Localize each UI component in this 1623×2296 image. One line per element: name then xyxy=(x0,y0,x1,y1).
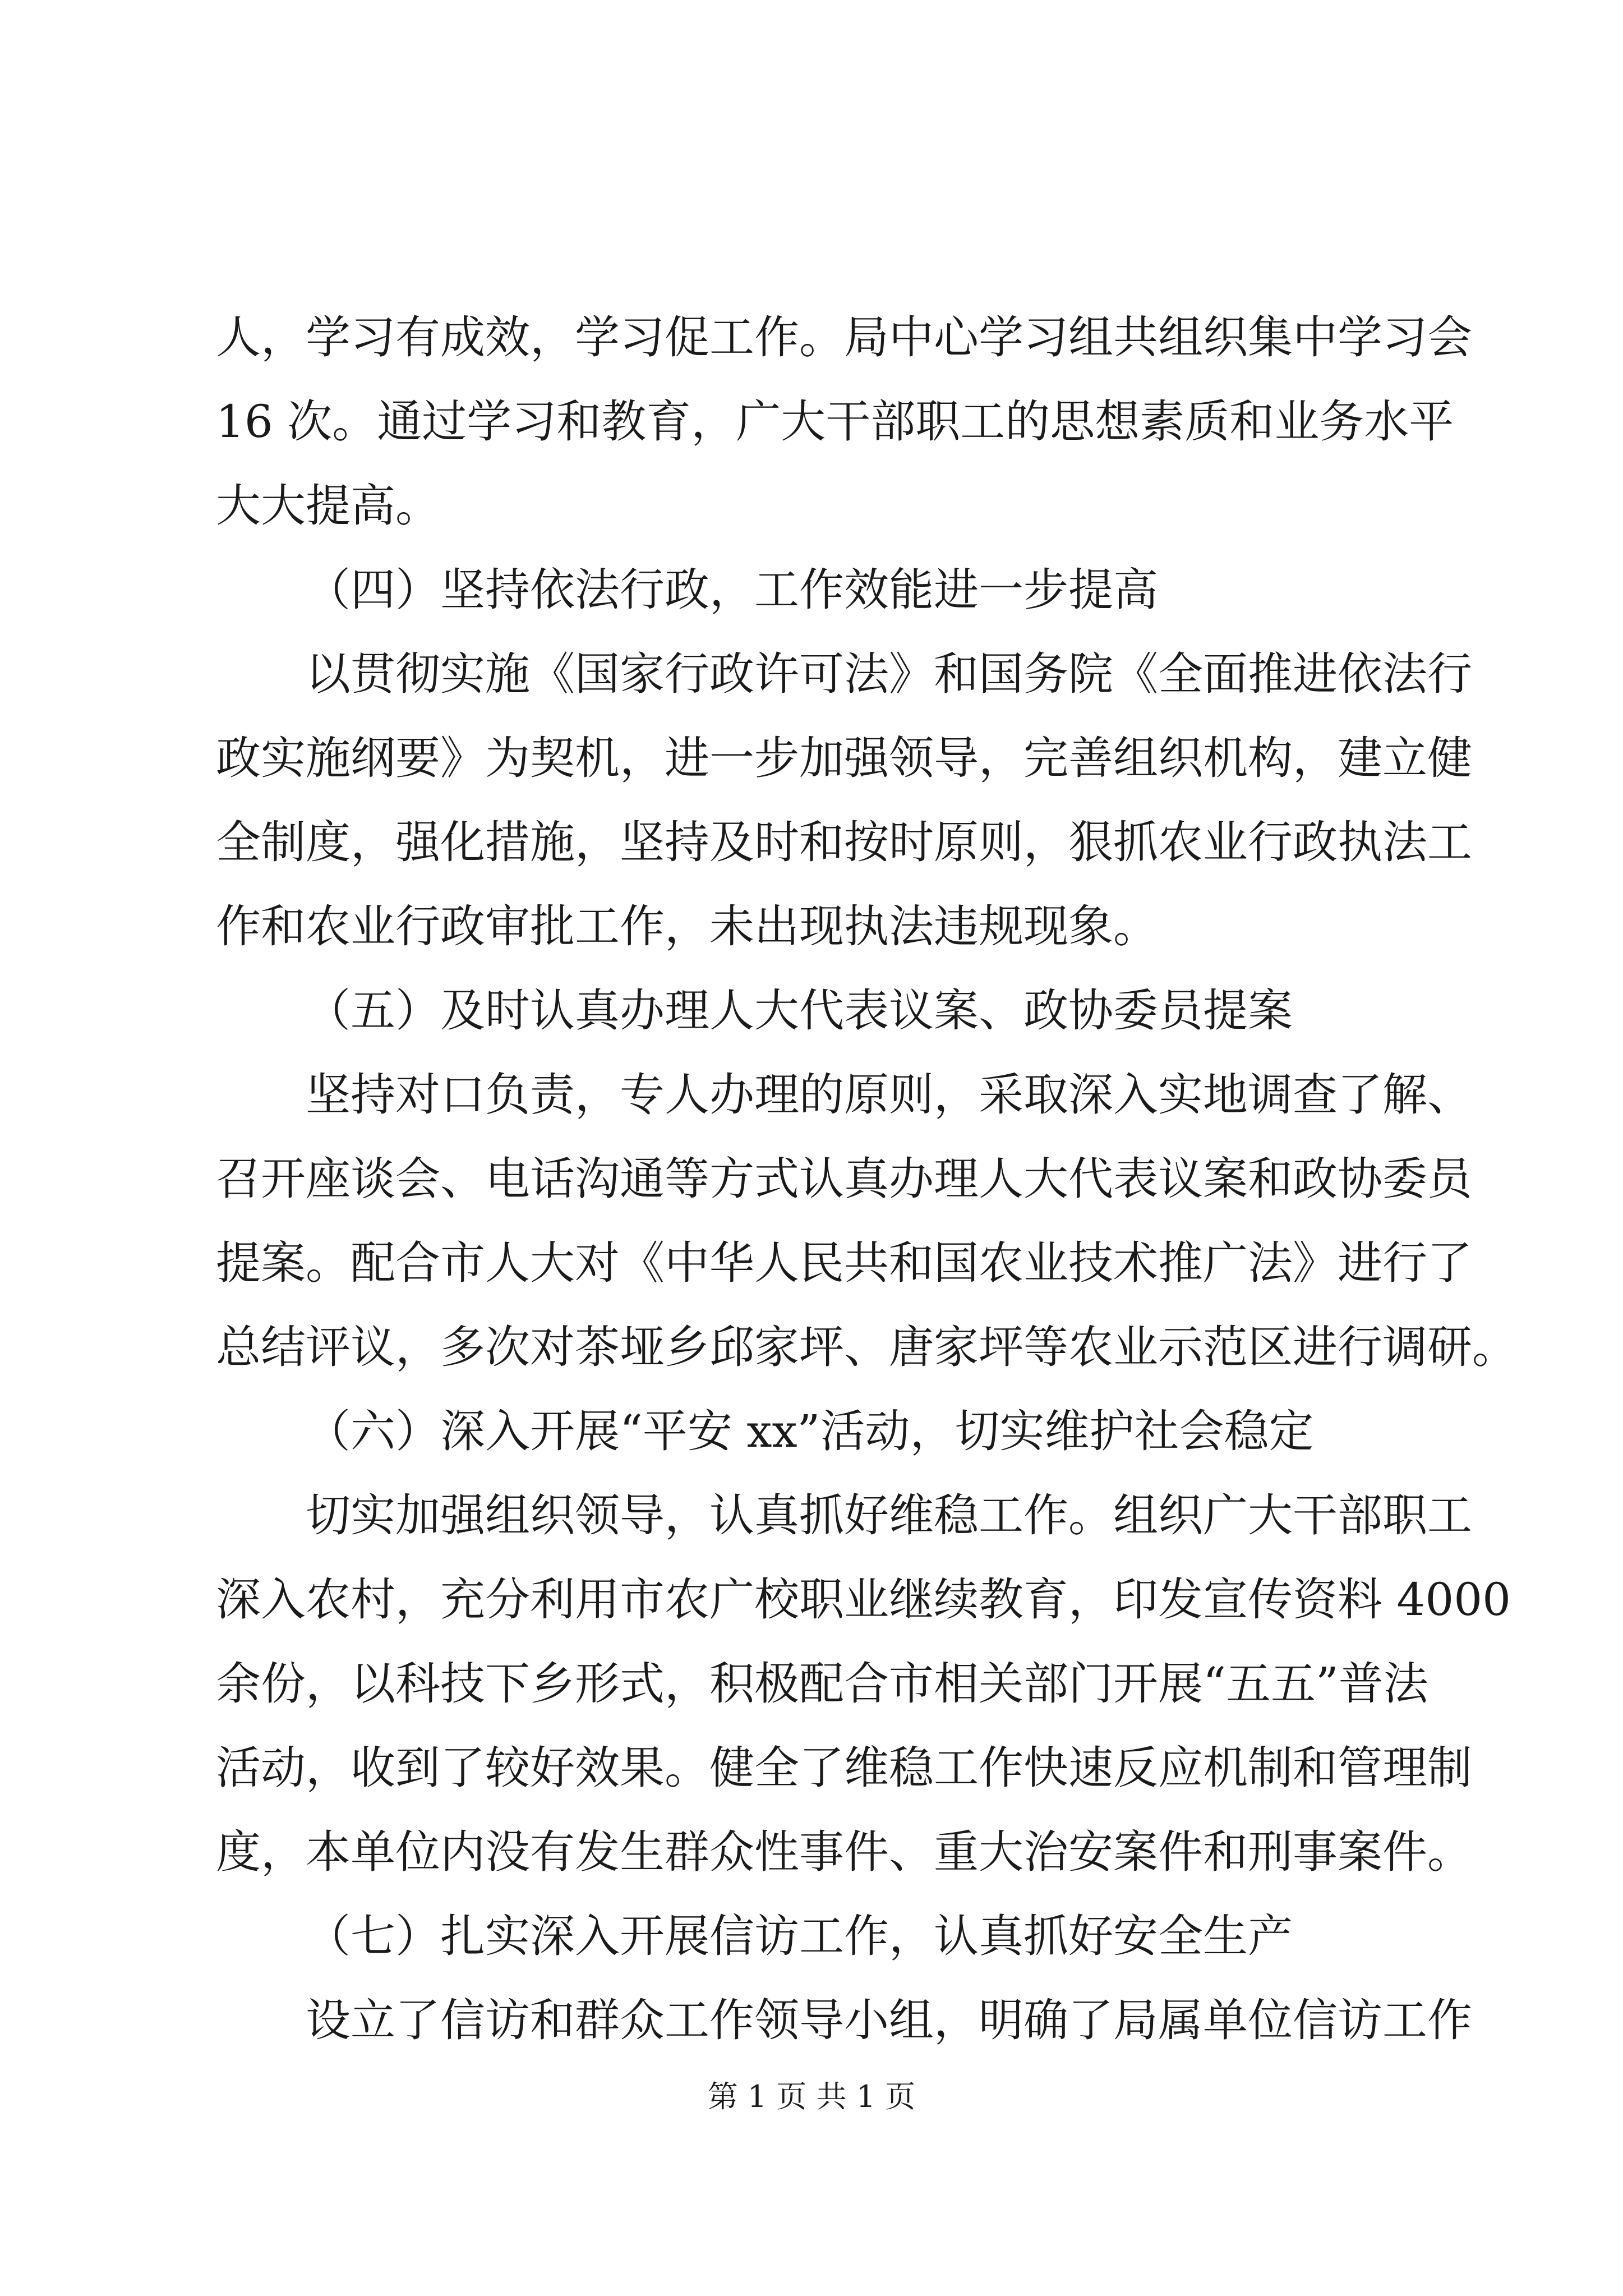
body-line: 召开座谈会、电话沟通等方式认真办理人大代表议案和政协委员 xyxy=(216,1153,1472,1205)
body-line: 活动，收到了较好效果。健全了维稳工作快速反应机制和管理制 xyxy=(216,1742,1472,1794)
section-heading: （七）扎实深入开展信访工作，认真抓好安全生产 xyxy=(306,1910,1293,1962)
body-line: 人，学习有成效，学习促工作。局中心学习组共组织集中学习会 xyxy=(216,311,1472,364)
body-line: 余份，以科技下乡形式，积极配合市相关部门开展“五五”普法 xyxy=(216,1658,1428,1710)
body-line: 大大提高。 xyxy=(216,480,440,532)
body-line: 全制度，强化措施，坚持及时和按时原则，狠抓农业行政执法工 xyxy=(216,816,1472,868)
body-line: 度，本单位内没有发生群众性事件、重大治安案件和刑事案件。 xyxy=(216,1826,1472,1878)
page-footer: 第 1 页 共 1 页 xyxy=(707,2079,916,2114)
paragraph-first-line: 切实加强组织领导，认真抓好维稳工作。组织广大干部职工 xyxy=(306,1489,1472,1542)
body-line: 深入农村，充分利用市农广校职业继续教育，印发宣传资料 4000 xyxy=(216,1573,1511,1626)
body-line: 政实施纲要》为契机，进一步加强领导，完善组织机构，建立健 xyxy=(216,732,1472,784)
section-heading: （四）坚持依法行政，工作效能进一步提高 xyxy=(306,564,1158,616)
paragraph-first-line: 坚持对口负责，专人办理的原则，采取深入实地调查了解、 xyxy=(306,1069,1472,1121)
section-heading: （六）深入开展“平安 xx”活动，切实维护社会稳定 xyxy=(306,1405,1314,1457)
body-line: 16 次。通过学习和教育，广大干部职工的思想素质和业务水平 xyxy=(216,395,1454,448)
body-line: 提案。配合市人大对《中华人民共和国农业技术推广法》进行了 xyxy=(216,1237,1472,1289)
body-line: 作和农业行政审批工作，未出现执法违规现象。 xyxy=(216,900,1158,953)
body-line: 总结评议，多次对茶垭乡邱家坪、唐家坪等农业示范区进行调研。 xyxy=(216,1321,1517,1373)
paragraph-first-line: 以贯彻实施《国家行政许可法》和国务院《全面推进依法行 xyxy=(306,648,1472,700)
section-heading: （五）及时认真办理人大代表议案、政协委员提案 xyxy=(306,984,1293,1037)
paragraph-first-line: 设立了信访和群众工作领导小组，明确了局属单位信访工作 xyxy=(306,1994,1472,2046)
